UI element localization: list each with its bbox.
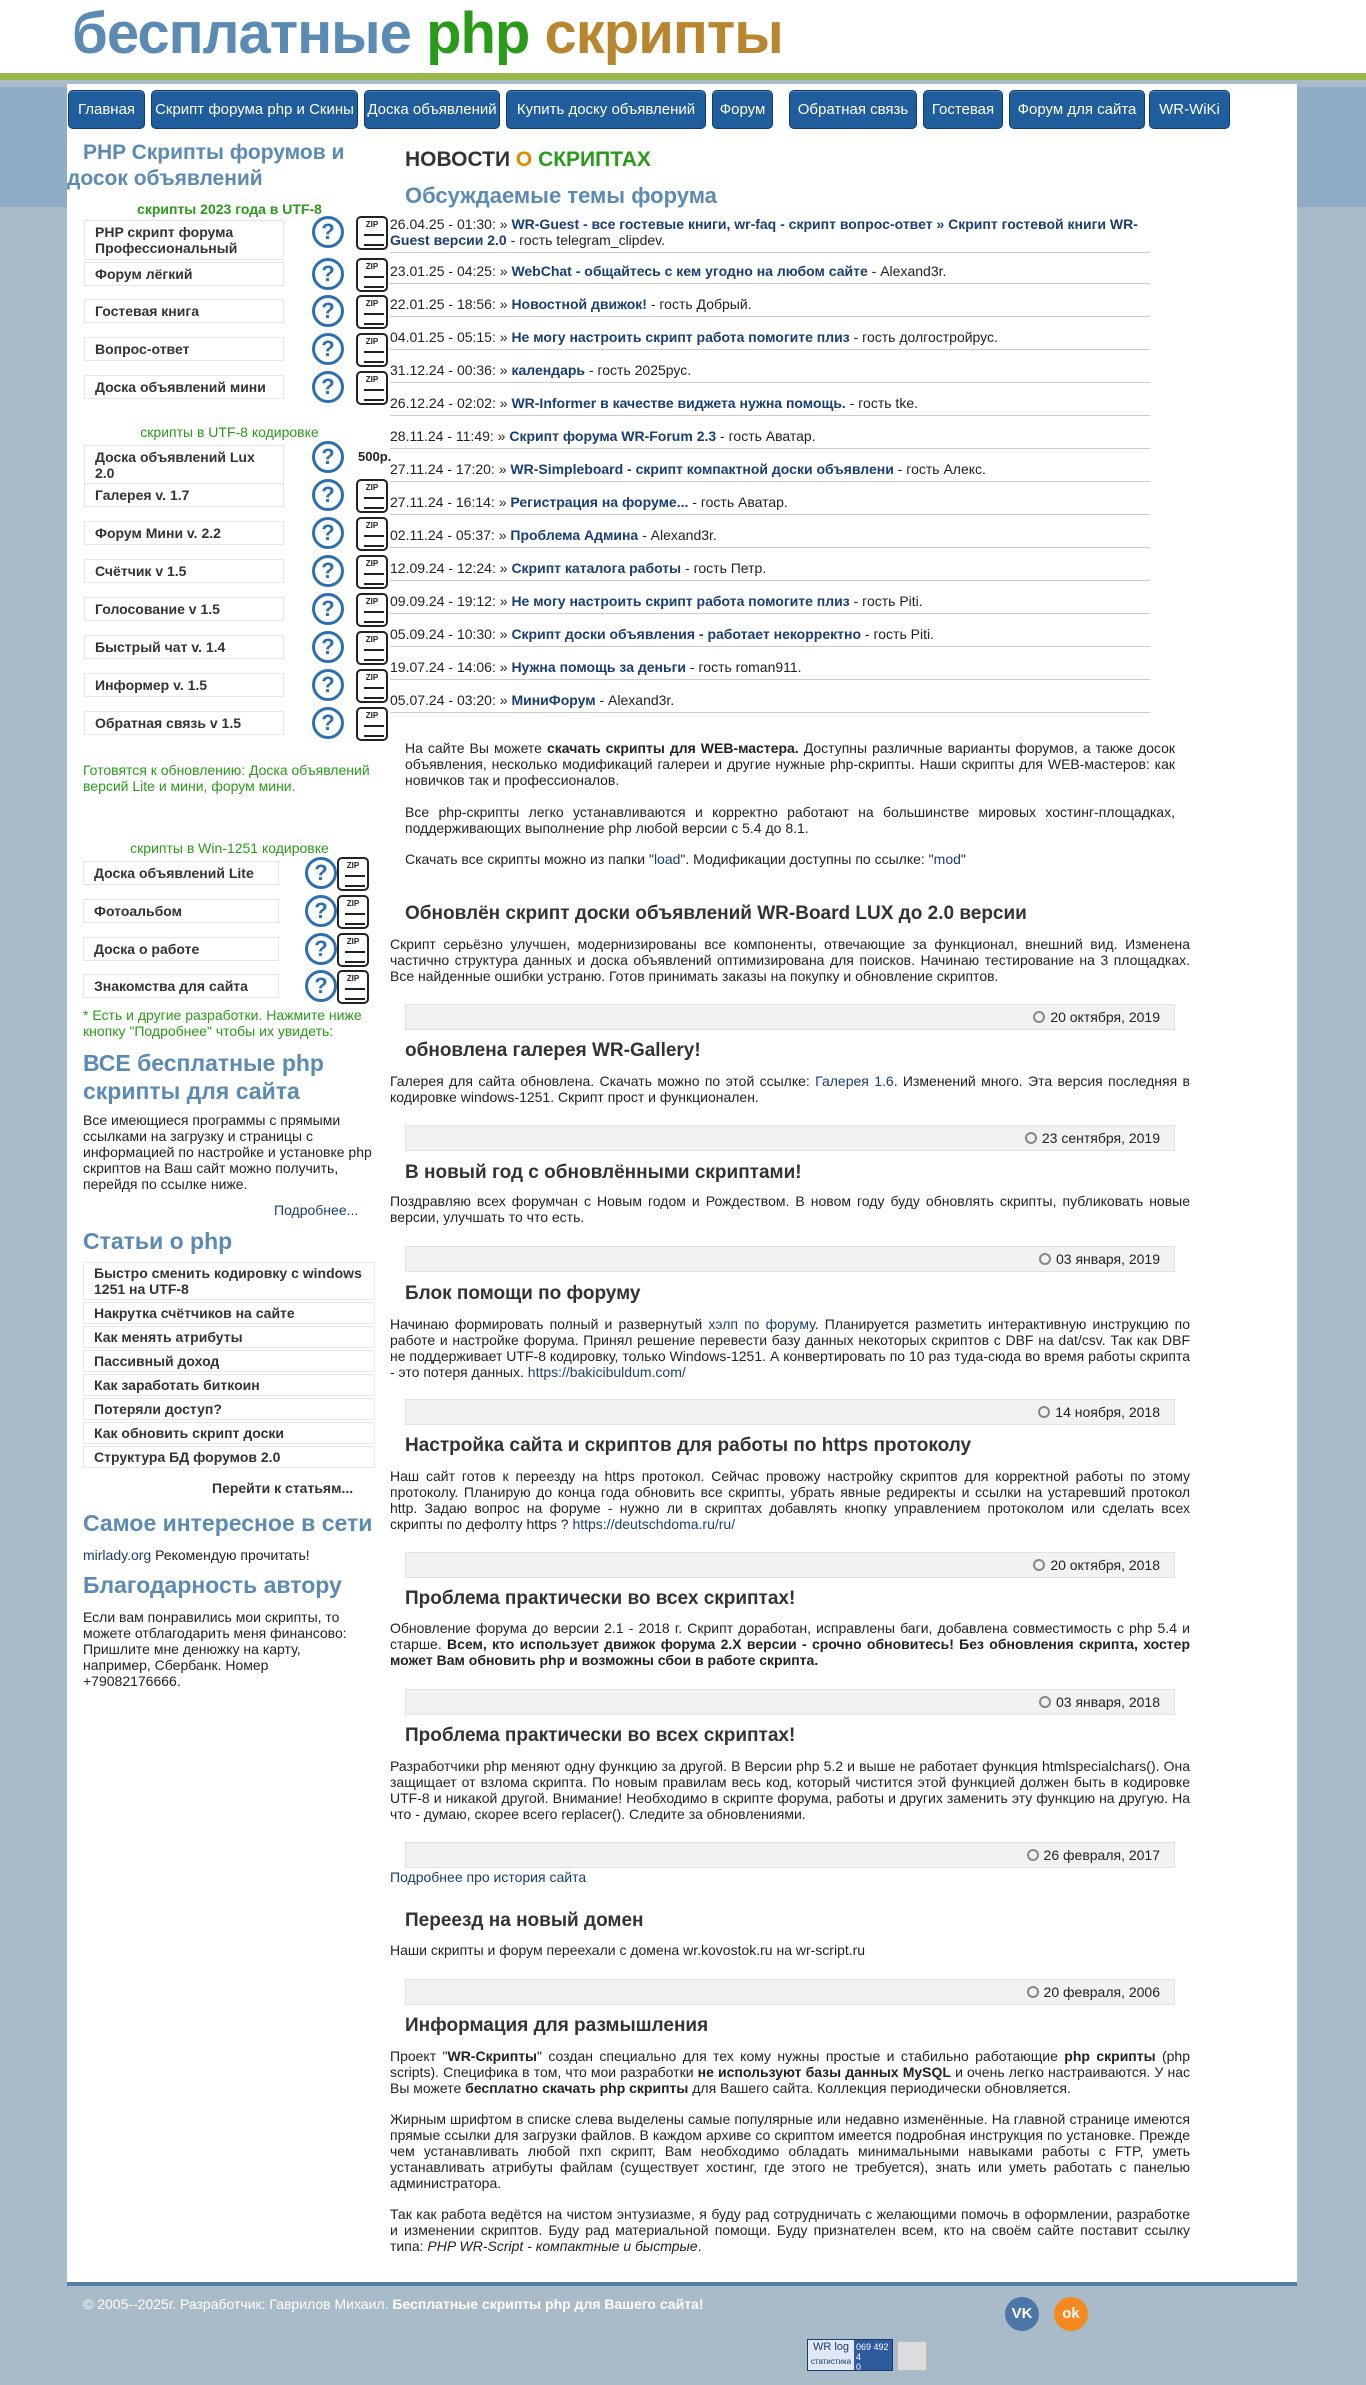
script-item bbox=[84, 707, 400, 743]
news-1-date: 20 октября, 2019 bbox=[405, 1004, 1175, 1030]
bakicibuldum-link[interactable]: https://bakicibuldum.com/ bbox=[527, 1364, 686, 1380]
help-icon[interactable]: ? bbox=[312, 479, 344, 511]
clock-icon bbox=[1033, 1011, 1045, 1023]
deutschdoma-link[interactable]: https://deutschdoma.ru/ru/ bbox=[572, 1516, 736, 1532]
article-link[interactable]: Накрутка счётчиков на сайте bbox=[83, 1302, 375, 1324]
script-item bbox=[84, 216, 400, 256]
script-item bbox=[83, 857, 399, 893]
zip-download-icon[interactable]: ZIP bbox=[337, 970, 369, 1004]
topic-date: 19.07.24 - 14:06: » bbox=[390, 659, 512, 675]
mirlady-link[interactable]: mirlady.org bbox=[83, 1547, 152, 1563]
news-4-text: Начинаю формировать полный и развернутый хэлп по форуму. Планируется разметить интерактивную инструкцию по работе и настройке форума. Принял решение перевести базу данных некоторых скриптов с DBF на dat/csv. Так как DBF не поддерживает UTF-8 кодировку, только Windows-1251. А конвертировать по 10 раз туда-сюда во время работы скрипта - это потеря данных. https://bakicibuldum.com/ bbox=[390, 1316, 1191, 1380]
gallery-link[interactable]: Галерея 1.6 bbox=[815, 1073, 894, 1089]
news-heading: НОВОСТИ О СКРИПТАХ bbox=[405, 148, 651, 171]
script-item bbox=[83, 895, 399, 931]
script-item bbox=[84, 333, 400, 369]
topic-link[interactable]: Новостной движок! bbox=[511, 296, 647, 312]
script-item-label[interactable]: Гостевая книга bbox=[84, 299, 284, 323]
forum-topic bbox=[390, 395, 1150, 416]
news-1-title: Обновлён скрипт доски объявлений WR-Board LUX до 2.0 версии bbox=[405, 903, 1027, 924]
news-8-title: Переезд на новый домен bbox=[405, 1910, 644, 1931]
article-link[interactable]: Как заработать биткоин bbox=[83, 1374, 375, 1396]
topic-date: 26.12.24 - 02:02: » bbox=[390, 395, 512, 411]
topic-author: - Alexand3r. bbox=[595, 692, 675, 708]
forum-topic bbox=[390, 626, 1150, 647]
topic-link[interactable]: WebChat - общайтесь с кем угодно на любом сайте bbox=[511, 263, 868, 279]
sidebar-more-link[interactable]: Подробнее... bbox=[274, 1202, 359, 1218]
forum-topic bbox=[390, 362, 1150, 383]
forum-topic bbox=[390, 659, 1150, 680]
help-icon[interactable]: ? bbox=[312, 669, 344, 701]
script-item-label[interactable]: Информер v. 1.5 bbox=[84, 673, 284, 697]
sidebar-all-title: ВСЕ бесплатные php скрипты для сайта bbox=[83, 1050, 324, 1104]
topic-date: 31.12.24 - 00:36: » bbox=[390, 362, 512, 378]
topic-link[interactable]: Проблема Админа bbox=[510, 527, 639, 543]
nav-wiki[interactable]: WR-WiKi bbox=[1149, 90, 1230, 129]
sidebar-all-text: Все имеющиеся программы с прямыми ссылками на загрузку и страницы с информацией по настройке и установке php скриптов на Ваш сайт можно получить, перейдя по ссылке ниже. bbox=[83, 1112, 372, 1192]
topic-author: - гость Аватар. bbox=[688, 494, 788, 510]
topic-author: - Alexand3r. bbox=[638, 527, 717, 543]
help-icon[interactable]: ? bbox=[312, 555, 344, 587]
sidebar-sub-utf8-2023: скрипты 2023 года в UTF-8 bbox=[137, 201, 322, 217]
counter-image[interactable] bbox=[897, 2341, 927, 2371]
zip-download-icon[interactable]: ZIP bbox=[356, 258, 388, 292]
news-8-text: Наши скрипты и форум переехали с домена wr.kovostok.ru на wr-script.ru bbox=[390, 1942, 866, 1958]
news-6-title: Проблема практически во всех скриптах! bbox=[405, 1588, 796, 1609]
clock-icon bbox=[1039, 1253, 1051, 1265]
forum-topic bbox=[390, 527, 1150, 548]
topic-date: 27.11.24 - 17:20: » bbox=[390, 461, 511, 477]
news-2-text: Галерея для сайта обновлена. Скачать можно по этой ссылке: Галерея 1.6. Изменений много. Эта версия последняя в кодировке windows-1251. Скрипт прост и функционален. bbox=[390, 1073, 1190, 1105]
script-item bbox=[84, 441, 400, 481]
clock-icon bbox=[1039, 1696, 1051, 1708]
help-icon[interactable]: ? bbox=[305, 970, 337, 1002]
topic-date: 12.09.24 - 12:24: » bbox=[390, 560, 512, 576]
topic-link[interactable]: календарь bbox=[511, 362, 586, 378]
sidebar-articles-list bbox=[83, 1262, 375, 1470]
forum-topic bbox=[390, 560, 1150, 581]
topic-author: - гость Добрый. bbox=[646, 296, 752, 312]
load-link[interactable]: load bbox=[653, 851, 681, 867]
script-item-label[interactable]: Доска объявлений Lux 2.0 bbox=[84, 445, 284, 485]
zip-download-icon[interactable]: ZIP bbox=[356, 333, 388, 367]
help-icon[interactable]: ? bbox=[312, 216, 344, 248]
news-9-text-2: Жирным шрифтом в списке слева выделены самые популярные или недавно изменённые. На главной странице имеются прямые ссылки для загрузки файлов. В каждом архиве со скриптом имеется подробная инструкция по установке. Прежде чем устанавливать любой пхп скрипт, Вам необходимо обладать минимальными навыками работы с FTP, уметь устанавливать атрибуты файлам (существует хостинг, где этого не требуется), знать или уметь работать с панелью администратора. bbox=[390, 2111, 1190, 2191]
nav-feedback[interactable]: Обратная связь bbox=[789, 90, 917, 129]
sidebar-sub-utf8: скрипты в UTF-8 кодировке bbox=[140, 424, 319, 440]
article-link[interactable]: Потеряли доступ? bbox=[83, 1398, 375, 1420]
logo-word-1: бесплатные bbox=[72, 1, 411, 66]
sidebar-interesting bbox=[83, 1547, 310, 1563]
price-label: 500р. bbox=[358, 449, 392, 464]
topic-link[interactable]: Нужна помощь за деньги bbox=[511, 659, 687, 675]
zip-download-icon[interactable]: ZIP bbox=[356, 371, 388, 405]
topic-link[interactable]: Не могу настроить скрипт работа помогите плиз bbox=[511, 329, 850, 345]
zip-download-icon[interactable]: ZIP bbox=[356, 669, 388, 703]
script-item-label[interactable]: Доска объявлений мини bbox=[84, 375, 284, 399]
main-nav bbox=[67, 90, 1297, 132]
topic-link[interactable]: МиниФорум bbox=[511, 692, 596, 708]
zip-download-icon[interactable]: ZIP bbox=[356, 555, 388, 589]
news-3-text: Поздравляю всех форумчан с Новым годом и Рождеством. В новом году буду обновлять скрипты, публиковать новые версии, улучшать то что есть. bbox=[390, 1193, 1190, 1225]
topic-link[interactable]: WR-Guest - все гостевые книги, wr-faq - скрипт вопрос-ответ » Скрипт гостевой книги WR-Guest версии 2.0 bbox=[390, 216, 1138, 248]
intro-paragraph-3: Скачать все скрипты можно из папки "load". Модификации доступны по ссылке: "mod" bbox=[405, 851, 966, 867]
history-link[interactable]: Подробнее про история сайта bbox=[390, 1869, 587, 1885]
forum-topic bbox=[390, 692, 1150, 713]
script-item-label[interactable]: Форум Мини v. 2.2 bbox=[84, 521, 284, 545]
forum-topic bbox=[390, 494, 1150, 515]
news-3-title: В новый год с обновлёнными скриптами! bbox=[405, 1162, 802, 1183]
nav-buy-board[interactable]: Купить доску объявлений bbox=[506, 90, 706, 129]
news-7-text: Разработчики php меняют одну функцию за другой. В Версии php 5.2 и выше не работает функция htmlspecialchars(). Она защищает от взлома скрипта. По новым правилам весь код, который чистится этой функцией должен быть в кодировке UTF-8 и никакой другой. Внимание! Необходимо в скрипте форума, работы и других заменить эту функцию на другую. На что - думаю, скорее всего replacer(). Следите за обновлениями. bbox=[390, 1758, 1190, 1822]
nav-forum[interactable]: Форум bbox=[712, 90, 773, 129]
script-item bbox=[84, 295, 400, 331]
topic-date: 09.09.24 - 19:12: » bbox=[390, 593, 512, 609]
script-item bbox=[84, 371, 400, 407]
news-2-date: 23 сентября, 2019 bbox=[405, 1125, 1175, 1151]
clock-icon bbox=[1033, 1559, 1045, 1571]
topic-link[interactable]: WR-Informer в качестве виджета нужна помощь. bbox=[511, 395, 846, 411]
nav-site-forum[interactable]: Форум для сайта bbox=[1009, 90, 1145, 129]
ok-icon[interactable]: ok bbox=[1054, 2297, 1088, 2331]
article-link[interactable]: Как менять атрибуты bbox=[83, 1326, 375, 1348]
sidebar-title: PHP Скрипты форумов и досок объявлений bbox=[67, 141, 345, 190]
news-1-text: Скрипт серьёзно улучшен, модернизированы все компоненты, отвечающие за функционал, внешний вид. Изменена частично структура данных и доска объявлений оптимизирована для поисков. Начинаю тестирование на 3 площадках. Все найденные ошибки устраню. Готов принимать заказы на покупку и обновление скриптов. bbox=[390, 936, 1190, 984]
help-icon[interactable]: ? bbox=[305, 895, 337, 927]
topic-date: 02.11.24 - 05:37: » bbox=[390, 527, 511, 543]
topic-link[interactable]: Скрипт каталога работы bbox=[511, 560, 682, 576]
nav-forum-script[interactable]: Скрипт форума php и Скины bbox=[151, 90, 358, 129]
topic-author: - гость 2025рус. bbox=[585, 362, 692, 378]
script-item bbox=[84, 258, 400, 294]
topic-link[interactable]: Не могу настроить скрипт работа помогите плиз bbox=[511, 593, 850, 609]
topic-author: - гость Piti. bbox=[861, 626, 934, 642]
intro-paragraph-1: На сайте Вы можете скачать скрипты для WEB-мастера. Доступны различные варианты форумов, а также досок объявления, несколько модификаций галереи и другие нужные php-скрипты. Наши скрипты для WEB-мастеров: как новичков так и профессионалов. bbox=[405, 740, 1175, 788]
forum-topic bbox=[390, 461, 1150, 482]
logo-word-2: php bbox=[426, 1, 530, 66]
zip-download-icon[interactable]: ZIP bbox=[356, 707, 388, 741]
topic-date: 05.09.24 - 10:30: » bbox=[390, 626, 512, 642]
zip-download-icon[interactable]: ZIP bbox=[356, 295, 388, 329]
script-item-label[interactable]: Знакомства для сайта bbox=[83, 974, 279, 998]
footer-copyright: © 2005--2025г. Разработчик: Гаврилов Михаил. Бесплатные скрипты php для Вашего сайта! bbox=[83, 2296, 704, 2312]
topic-author: - Alexand3r. bbox=[867, 263, 947, 279]
script-item-label[interactable]: Счётчик v 1.5 bbox=[84, 559, 284, 583]
sidebar-other-note: * Есть и другие разработки. Нажмите ниже кнопку "Подробнее" чтобы их увидеть: bbox=[83, 1007, 362, 1039]
to-articles-link[interactable]: Перейти к статьям... bbox=[212, 1480, 354, 1496]
sidebar-notice: Готовятся к обновлению: Доска объявлений версий Lite и мини, форум мини. bbox=[83, 762, 370, 794]
interesting-text: Рекомендую прочитать! bbox=[151, 1547, 310, 1563]
vk-icon[interactable]: VK bbox=[1005, 2297, 1039, 2331]
topic-author: - гость telegram_clipdev. bbox=[506, 232, 665, 248]
script-item-label[interactable]: Доска о работе bbox=[83, 937, 279, 961]
site-logo[interactable] bbox=[72, 0, 783, 68]
script-item-label[interactable]: Обратная связь v 1.5 bbox=[84, 711, 284, 735]
stats-counter[interactable] bbox=[807, 2339, 893, 2371]
zip-download-icon[interactable]: ZIP bbox=[356, 631, 388, 665]
topic-author: - гость roman911. bbox=[686, 659, 802, 675]
zip-download-icon[interactable]: ZIP bbox=[356, 593, 388, 627]
help-icon[interactable]: ? bbox=[312, 258, 344, 290]
topic-author: - гость долгостройрус. bbox=[849, 329, 998, 345]
clock-icon bbox=[1027, 1986, 1039, 1998]
nav-board[interactable]: Доска объявлений bbox=[364, 90, 500, 129]
forum-help-link[interactable]: хэлп по форуму bbox=[708, 1316, 815, 1332]
forum-topic bbox=[390, 296, 1150, 317]
script-item-label[interactable]: PHP скрипт форума Профессиональный bbox=[84, 220, 284, 260]
topic-link[interactable]: Скрипт форума WR-Forum 2.3 bbox=[509, 428, 717, 444]
script-item-label[interactable]: Быстрый чат v. 1.4 bbox=[84, 635, 284, 659]
script-item bbox=[84, 555, 400, 591]
forum-topic bbox=[390, 593, 1150, 614]
script-item-label[interactable]: Галерея v. 1.7 bbox=[84, 483, 284, 507]
mod-link[interactable]: mod bbox=[933, 851, 961, 867]
zip-download-icon[interactable]: ZIP bbox=[356, 517, 388, 551]
sidebar-sub-win: скрипты в Win-1251 кодировке bbox=[130, 840, 329, 856]
forum-topic bbox=[390, 216, 1150, 253]
script-item bbox=[84, 593, 400, 629]
news-7-date: 26 февраля, 2017 bbox=[405, 1842, 1175, 1868]
zip-download-icon[interactable]: ZIP bbox=[337, 933, 369, 967]
script-item bbox=[84, 631, 400, 667]
intro-paragraph-2: Все php-скрипты легко устанавливаются и корректно работают на большинстве мировых хостинг-площадках, поддерживающих выполнение php любой версии с 5.4 до 8.1. bbox=[405, 804, 1175, 836]
zip-download-icon[interactable]: ZIP bbox=[356, 216, 388, 250]
sidebar-interesting-title: Самое интересное в сети bbox=[83, 1510, 373, 1536]
zip-download-icon[interactable]: ZIP bbox=[337, 895, 369, 929]
news-9-title: Информация для размышления bbox=[405, 2015, 709, 2036]
topic-author: - гость Аватар. bbox=[716, 428, 816, 444]
news-6-date: 03 января, 2018 bbox=[405, 1689, 1175, 1715]
news-7-title: Проблема практически во всех скриптах! bbox=[405, 1725, 796, 1746]
news-5-title: Настройка сайта и скриптов для работы по https протоколу bbox=[405, 1435, 972, 1456]
topic-date: 22.01.25 - 18:56: » bbox=[390, 296, 512, 312]
script-item-label[interactable]: Форум лёгкий bbox=[84, 262, 284, 286]
help-icon[interactable]: ? bbox=[305, 857, 337, 889]
news-4-date: 14 ноября, 2018 bbox=[405, 1399, 1175, 1425]
script-item bbox=[84, 669, 400, 705]
help-icon[interactable]: ? bbox=[312, 517, 344, 549]
news-5-date: 20 октября, 2018 bbox=[405, 1552, 1175, 1578]
forum-topic bbox=[390, 263, 1150, 284]
article-link[interactable]: Как обновить скрипт доски bbox=[83, 1422, 375, 1444]
help-icon[interactable]: ? bbox=[305, 933, 337, 965]
article-link[interactable]: Структура БД форумов 2.0 bbox=[83, 1446, 375, 1468]
news-5-text: Наш сайт готов к переезду на https протокол. Сейчас провожу настройку скриптов для корректной работы по этому протоколу. Планирую до конца года обновить все скрипты, убрать явные редиректы и ссылки на устаревший протокол http. Задаю вопрос на форуме - нужно ли в скриптах добавлять кнопку управлением протоколом или сделать всех скрипты по дефолту https ? https://deutschdoma.ru/ru/ bbox=[390, 1468, 1190, 1532]
topic-date: 28.11.24 - 11:49: » bbox=[390, 428, 510, 444]
logo-word-3: скрипты bbox=[544, 1, 783, 66]
topic-author: - гость tke. bbox=[845, 395, 918, 411]
topic-date: 04.01.25 - 05:15: » bbox=[390, 329, 512, 345]
zip-download-icon[interactable]: ZIP bbox=[356, 479, 388, 513]
help-icon[interactable]: ? bbox=[312, 631, 344, 663]
news-2-title: обновлена галерея WR-Gallery! bbox=[405, 1040, 701, 1061]
topic-date: 26.04.25 - 01:30: » bbox=[390, 216, 512, 232]
script-item bbox=[84, 517, 400, 553]
script-item-label[interactable]: Доска объявлений Lite bbox=[83, 861, 279, 885]
help-icon[interactable]: ? bbox=[312, 333, 344, 365]
counter-logo: WR log статистика bbox=[808, 2340, 854, 2370]
sidebar-thanks-text: Если вам понравились мои скрипты, то можете отблагодарить меня финансово: Пришлите мне денюжку на карту, например, Сбербанк. Номер +79082176666. bbox=[83, 1609, 347, 1689]
topic-date: 05.07.24 - 03:20: » bbox=[390, 692, 512, 708]
script-item bbox=[84, 479, 400, 515]
zip-download-icon[interactable]: ZIP bbox=[337, 857, 369, 891]
nav-guestbook[interactable]: Гостевая bbox=[923, 90, 1003, 129]
help-icon[interactable]: ? bbox=[312, 441, 344, 473]
script-item-label[interactable]: Вопрос-ответ bbox=[84, 337, 284, 361]
topic-author: - гость Piti. bbox=[849, 593, 923, 609]
help-icon[interactable]: ? bbox=[312, 593, 344, 625]
news-3-date: 03 января, 2019 bbox=[405, 1246, 1175, 1272]
topic-date: 23.01.25 - 04:25: » bbox=[390, 263, 512, 279]
topic-link[interactable]: Регистрация на форуме... bbox=[510, 494, 689, 510]
help-icon[interactable]: ? bbox=[312, 707, 344, 739]
forum-topic bbox=[390, 329, 1150, 350]
counter-values: 069 492 4 0 bbox=[856, 2342, 889, 2372]
script-item bbox=[83, 970, 399, 1006]
news-4-title: Блок помощи по форуму bbox=[405, 1283, 641, 1304]
script-item-label[interactable]: Фотоальбом bbox=[83, 899, 279, 923]
clock-icon bbox=[1025, 1132, 1037, 1144]
site-header bbox=[0, 0, 1366, 80]
topic-link[interactable]: WR-Simpleboard - скрипт компактной доски объявлени bbox=[510, 461, 894, 477]
topic-author: - гость Петр. bbox=[681, 560, 767, 576]
forum-topic bbox=[390, 428, 1150, 449]
news-9-text-1: Проект "WR-Скрипты" создан специально для тех кому нужны простые и стабильно работающие php скрипты (php scripts). Специфика в том, что мои разработки не используют базы данных MySQL и очень легко настраиваются. У нас Вы можете бесплатно скачать php скрипты для Вашего сайта. Коллекция периодически обновляется. bbox=[390, 2048, 1191, 2096]
clock-icon bbox=[1038, 1406, 1050, 1418]
help-icon[interactable]: ? bbox=[312, 371, 344, 403]
sidebar-thanks-title: Благодарность автору bbox=[83, 1572, 342, 1598]
nav-home[interactable]: Главная bbox=[68, 90, 145, 129]
topic-link[interactable]: Скрипт доски объявления - работает некорректно bbox=[511, 626, 861, 642]
topic-date: 27.11.24 - 16:14: » bbox=[390, 494, 511, 510]
article-link[interactable]: Быстро сменить кодировку с windows 1251 на UTF-8 bbox=[83, 1262, 375, 1300]
news-6-text: Обновление форума до версии 2.1 - 2018 г. Скрипт доработан, исправлены баги, добавлена совместимость с php 5.4 и старше. Всем, кто использует движок форума 2.Х версии - срочно обновитесь! Без обновления скрипта, хостер может Вам обновить php и возможны сбои в работе скрипта. bbox=[390, 1620, 1190, 1668]
script-item-label[interactable]: Голосование v 1.5 bbox=[84, 597, 284, 621]
forum-topics-heading: Обсуждаемые темы форума bbox=[405, 183, 717, 208]
news-8-date: 20 февраля, 2006 bbox=[405, 1979, 1175, 2005]
script-item bbox=[83, 933, 399, 969]
clock-icon bbox=[1027, 1849, 1039, 1861]
news-9-text-3: Так как работа ведётся на чистом энтузиазме, я буду рад сотрудничать с желающими помочь в оформлении, разработке и изменении скриптов. Буду рад материальной помощи. Буду признателен всем, кто на своём сайте поставит ссылку типа: PHP WR-Script - компактные и быстрые. bbox=[390, 2206, 1190, 2254]
article-link[interactable]: Пассивный доход bbox=[83, 1350, 375, 1372]
sidebar-articles-title: Статьи о php bbox=[83, 1228, 233, 1254]
topic-author: - гость Алекс. bbox=[893, 461, 986, 477]
help-icon[interactable]: ? bbox=[312, 295, 344, 327]
